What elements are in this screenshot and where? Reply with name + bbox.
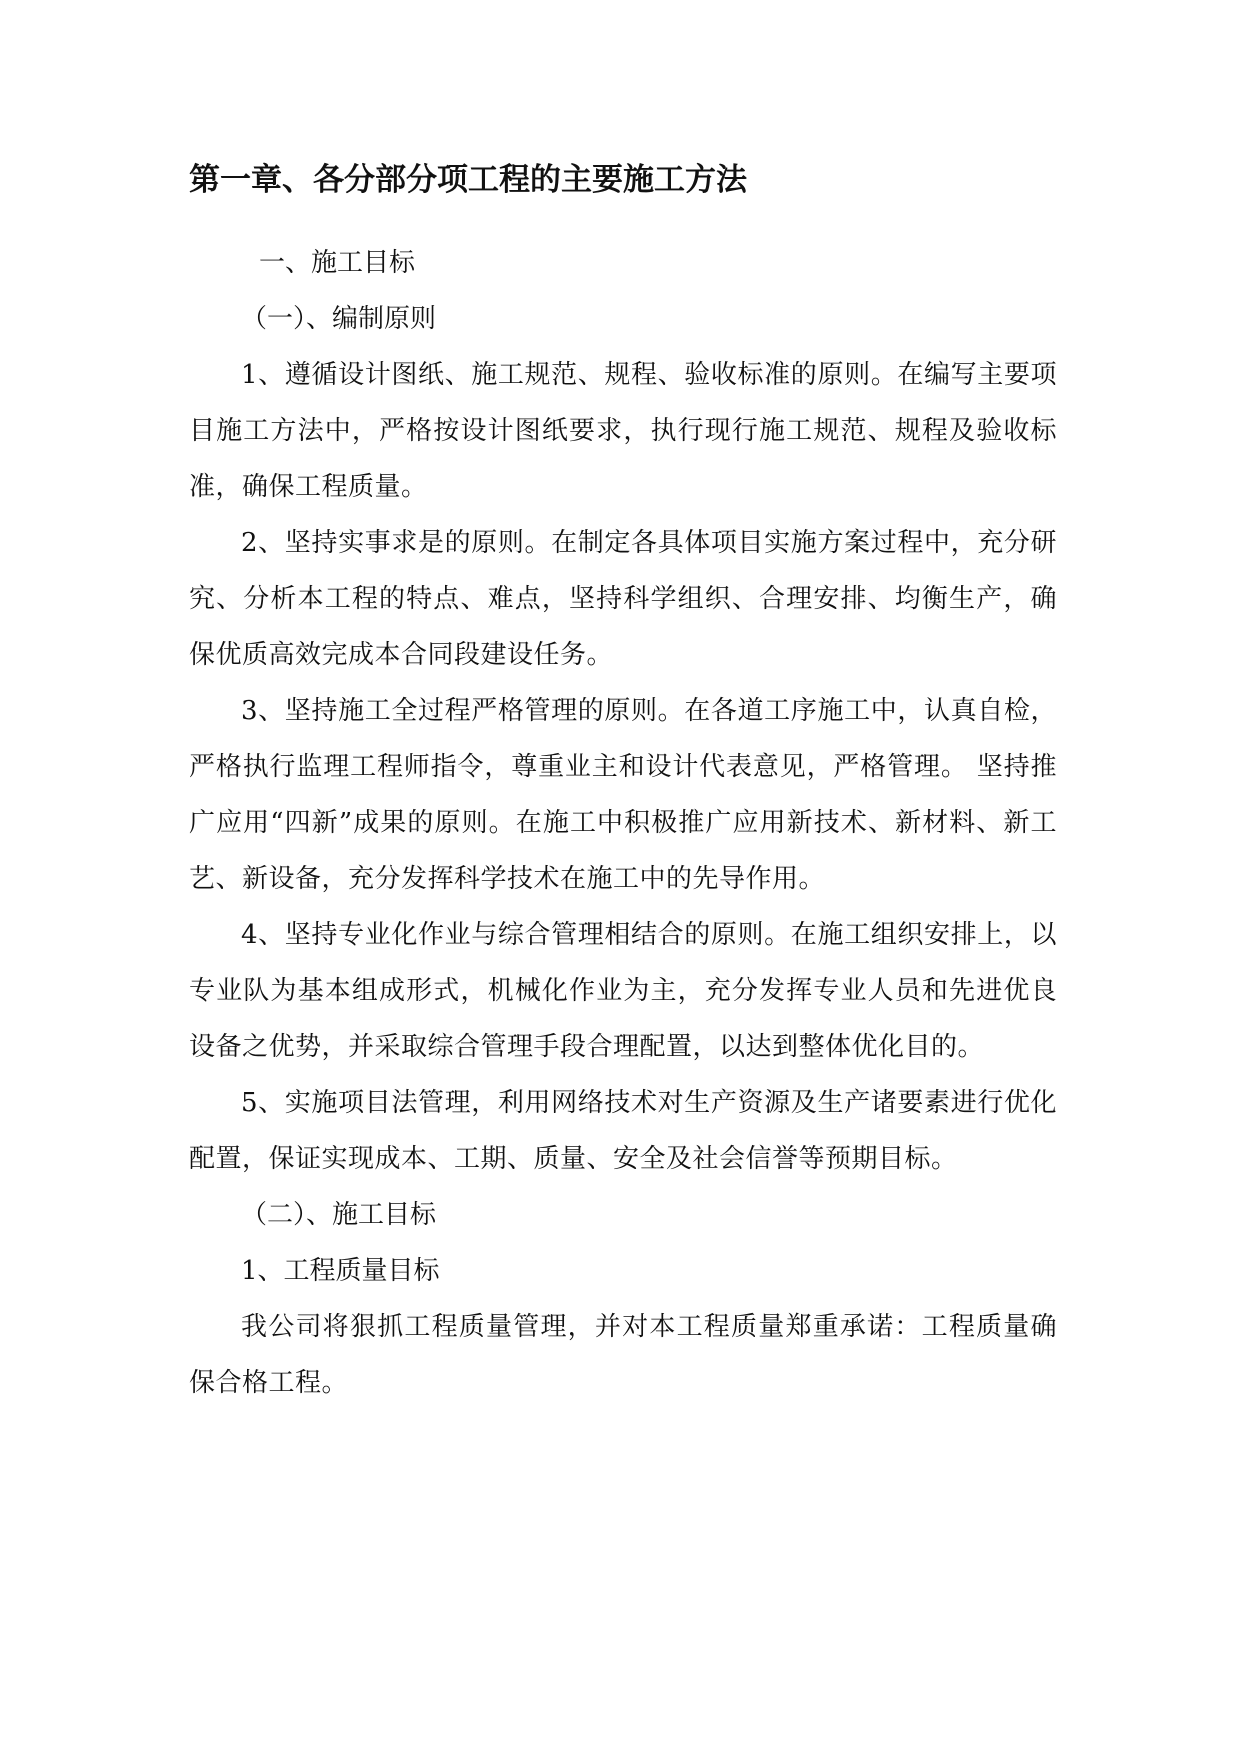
subsection-heading-compilation-principles: （一）、编制原则 <box>241 304 437 334</box>
paragraph-principle-5: 5、实施项目法管理，利用网络技术对生产资源及生产诸要素进行优化配置，保证实现成本、工期、质量、安全及社会信誉等预期目标。 <box>189 1088 1057 1174</box>
document-body <box>189 158 1057 1411</box>
section-heading-construction-goals: 一、施工目标 <box>259 248 416 278</box>
paragraph-principle-2: 2、坚持实事求是的原则。在制定各具体项目实施方案过程中，充分研究、分析本工程的特点、难点，坚持科学组织、合理安排、均衡生产，确保优质高效完成本合同段建设任务。 <box>189 528 1057 670</box>
paragraph-principle-1: 1、遵循设计图纸、施工规范、规程、验收标准的原则。在编写主要项目施工方法中，严格按设计图纸要求，执行现行施工规范、规程及验收标准，确保工程质量。 <box>189 360 1057 502</box>
item-heading-quality-goal: 1、工程质量目标 <box>241 1256 440 1286</box>
paragraph-principle-3: 3、坚持施工全过程严格管理的原则。在各道工序施工中，认真自检，严格执行监理工程师指令，尊重业主和设计代表意见，严格管理。 坚持推广应用“四新”成果的原则。在施工中积极推广应用新技术、新材料、新工艺、新设备，充分发挥科学技术在施工中的先导作用。 <box>189 696 1057 894</box>
paragraph-quality-commitment: 我公司将狠抓工程质量管理，并对本工程质量郑重承诺：工程质量确保合格工程。 <box>189 1312 1057 1398</box>
chapter-title: 第一章、各分部分项工程的主要施工方法 <box>189 162 747 198</box>
paragraph-principle-4: 4、坚持专业化作业与综合管理相结合的原则。在施工组织安排上，以专业队为基本组成形式，机械化作业为主，充分发挥专业人员和先进优良设备之优势，并采取综合管理手段合理配置，以达到整体优化目的。 <box>189 920 1057 1062</box>
subsection-heading-construction-goals: （二）、施工目标 <box>241 1200 437 1230</box>
